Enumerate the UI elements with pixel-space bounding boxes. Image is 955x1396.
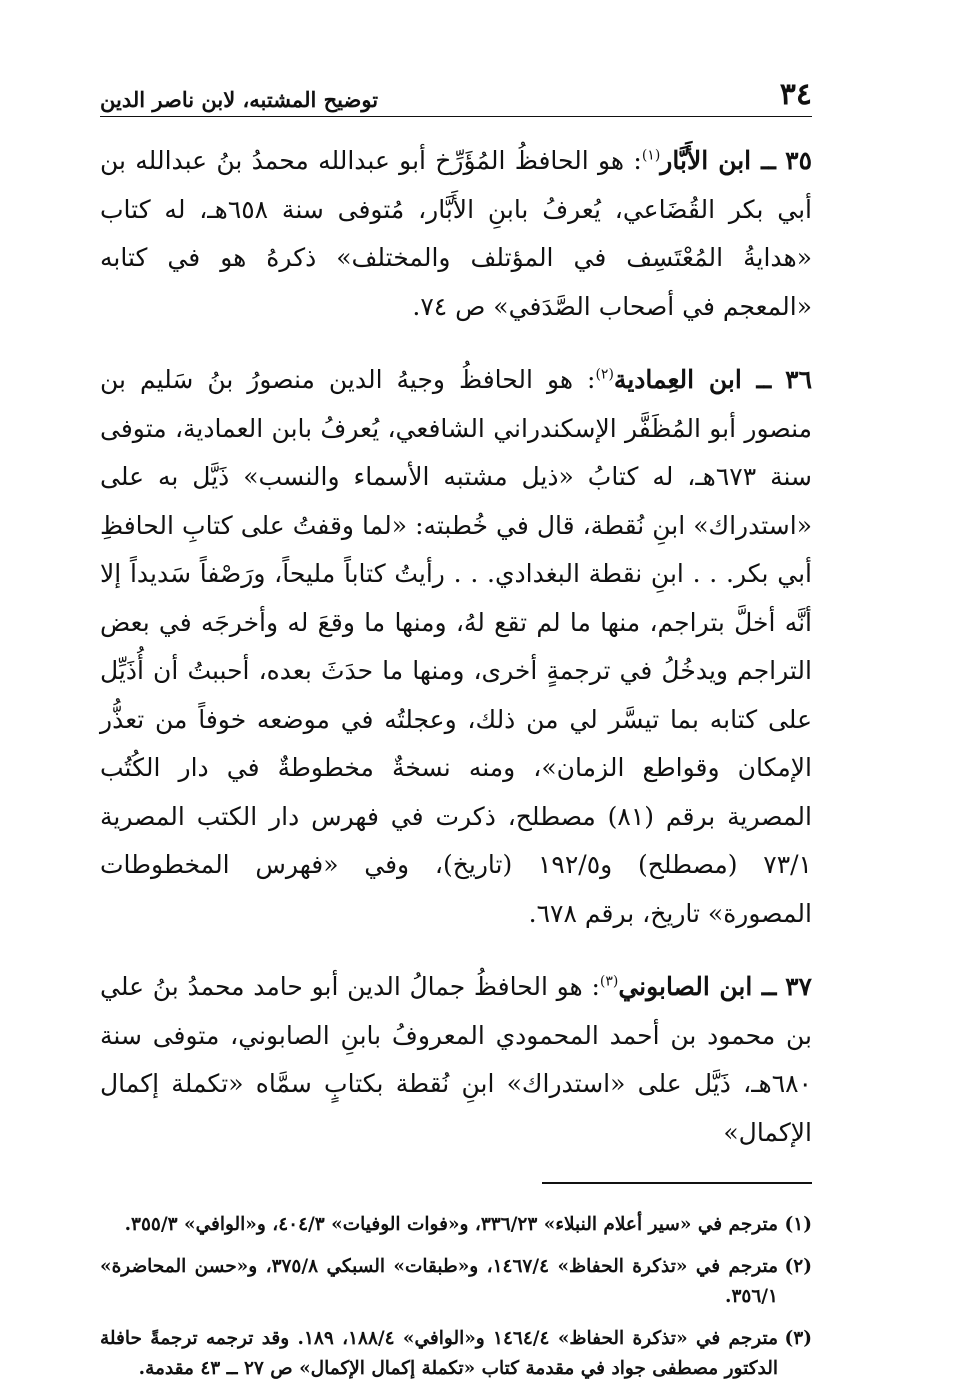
footnote [100,1210,812,1240]
entry-dash: ــ [752,972,777,1001]
entry-text: : هو الحافظُ المُؤَرِّخ أبو عبدالله محمدُ بنُ عبدالله بن أبي بكر القُضَاعي، يُعرفُ بابنِ الأَبَّار، مُتوفى سنة ٦٥٨هـ، له كتاب «هدايةُ المُعْتَسِف في المؤتلف والمختلف» ذكرهُ هو في كتابه «المعجم في أصحاب الصَّدَفي» ص ٧٤. [100,146,812,321]
entries [100,137,812,1157]
entry-number: ٣٥ [785,146,812,175]
footnote-number: (٢) [784,1256,812,1277]
entry [100,963,812,1157]
footnote [100,1252,812,1312]
footnote-ref: (٢) [595,366,614,383]
entry-text: : هو الحافظُ وجيهُ الدين منصورُ بنُ سَليم بن منصور أبو المُظَفَّر الإسكندراني الشافعي، يُعرفُ بابن العمادية، متوفى سنة ٦٧٣هـ، له كتابُ «ذيل مشتبه الأسماء والنسب» ذَيَّل به على «استدراك» ابنِ نُقطة، قال في خُطبته: «لما وقفتُ على كتابِ الحافظِ أبي بكر. . . ابنِ نقطة البغدادي. . . رأيتُ كتاباً مليحاً، ورَصْفاً سَديداً إلا أنَّه أخلَّ بتراجم، منها ما لم تقع لهُ، ومنها ما وقعَ له وأخرجَه في بعض التراجم ويدخُلُ في ترجمةٍ أخرى، ومنها ما حدَثَ بعده، أحببتُ أن أُذَيِّل على كتابه بما تيسَّر لي من ذلك، وعجلتُه في موضعه خوفاً من تعذُّر الإمكان وقواطع الزمان»، ومنه نسخةٌ مخطوطةٌ في دار الكُتُب المصرية برقم (٨١) مصطلح، ذكرت في فهرس دار الكتب المصرية ٧٣/١ (مصطلح) و١٩٢/٥ (تاريخ)، وفي «فهرس المخطوطات المصورة» تاريخ، برقم ٦٧٨. [100,365,812,928]
footnote-number: (٣) [784,1328,812,1349]
entry [100,137,812,331]
page-number: ٣٤ [779,77,812,112]
entry-number: ٣٧ [785,972,812,1001]
footnote-ref: (٣) [599,973,619,990]
entry-dash: ــ [751,146,776,175]
footnote-text: مترجم في «سير أعلام النبلاء» ٣٣٦/٢٣، و«فوات الوفيات» ٤٠٤/٣، و«الوافي» ٣٥٥/٣. [124,1214,778,1235]
entry-number: ٣٦ [785,365,813,394]
footnote-number: (١) [784,1214,812,1235]
entry-text: : هو الحافظُ جمالُ الدين أبو حامد محمدُ بنُ علي بن محمود بن أحمد المحمودي المعروفُ بابنِ الصابوني، متوفى سنة ٦٨٠هـ، ذَيَّل على «استدراك» ابنِ نُقطة بكتابٍ سمَّاه «تكملة إكمال الإكمال» [100,972,812,1147]
footnote-text: مترجم في «تذكرة الحفاظ» ١٤٦٧/٤، و«طبقات» السبكي ٣٧٥/٨، و«حسن المحاضرة» ٣٥٦/١. [100,1256,778,1307]
entry-dash: ــ [741,365,772,394]
footnotes [100,1210,812,1384]
book-page [100,68,812,1396]
entry-name: ابن الأَبَّار [660,146,752,175]
running-title: توضيح المشتبه، لابن ناصر الدين [100,87,379,112]
entry-name: ابن العِمادية [613,365,742,394]
entry [100,356,812,938]
footnote-divider [542,1182,812,1184]
entry-name: ابن الصابوني [618,972,753,1001]
footnote-ref: (١) [641,147,661,164]
footnote [100,1324,812,1384]
running-head [100,68,812,117]
footnote-text: مترجم في «تذكرة الحفاظ» ١٤٦٤/٤ و«الوافي» ١٨٨/٤، ١٨٩. وقد ترجمه ترجمةً حافلة الدكتور مصطفى جواد في مقدمة كتاب «تكملة إكمال الإكمال» ص ٢٧ ــ ٤٣ مقدمة. [100,1328,778,1379]
